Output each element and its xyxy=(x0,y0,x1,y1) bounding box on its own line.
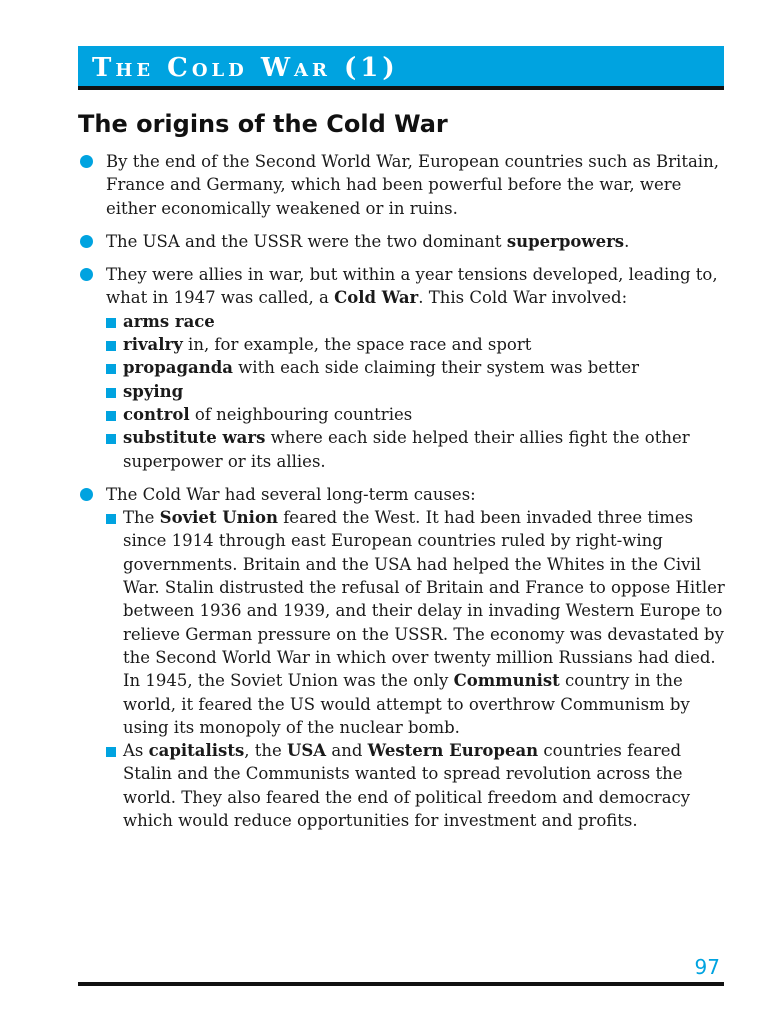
sub-item xyxy=(106,506,728,739)
bullet-text: By the end of the Second World War, European countries such as Britain, France and Germany, which had been powerful before the war, were either economically weakened or in ruins. xyxy=(106,152,719,218)
footer-rule xyxy=(78,982,724,986)
square-bullet-icon xyxy=(106,364,116,374)
sub-item-text: feared the West. It had been invaded three times since 1914 through east European countries ruled by right-wing governments. Britain and the USA had helped the Whites in the Civil War. Stalin distrusted the refusal of Britain and France to oppose Hitler between 1936 and 1939, and their delay in invading Western Europe to relieve German pressure on the USSR. The economy was devastated by the Second World War in which over twenty million Russians had died. In 1945, the Soviet Union was the only xyxy=(123,508,725,691)
sub-item-text: in, for example, the space race and sport xyxy=(182,335,532,355)
sub-item xyxy=(106,380,728,403)
sub-item-text: As xyxy=(123,741,149,761)
bold-term: Western European xyxy=(367,741,539,761)
chapter-title: The Cold War (1) xyxy=(92,53,399,83)
sub-item-text: of neighbouring countries xyxy=(189,404,413,424)
sub-item xyxy=(106,739,728,832)
bold-term: substitute wars xyxy=(123,428,266,448)
bullet-text: The USA and the USSR were the two dominant xyxy=(106,231,507,251)
sub-item-text: where each side helped their allies fight the other superpower or its allies. xyxy=(123,428,690,471)
bold-term: rivalry xyxy=(123,335,183,355)
bold-term: control xyxy=(123,404,190,424)
sub-item xyxy=(106,310,728,333)
sub-item xyxy=(106,333,728,356)
bullet-text: . This Cold War involved: xyxy=(418,288,628,308)
sub-item-text: with each side claiming their system was better xyxy=(232,358,639,378)
sub-item xyxy=(106,403,728,426)
bold-term: capitalists xyxy=(148,741,245,761)
header-bar xyxy=(78,46,724,90)
sub-item-text: country in the world, it feared the US would attempt to overthrow Communism by using its monopoly of the nuclear bomb. xyxy=(123,671,690,737)
sub-item-text: , the xyxy=(244,741,287,761)
bullet-dot-icon xyxy=(80,488,93,501)
square-bullet-icon xyxy=(106,434,116,444)
bold-term: arms race xyxy=(123,311,215,331)
square-bullet-icon xyxy=(106,411,116,421)
bold-term: Soviet Union xyxy=(159,508,278,528)
bullet-item xyxy=(78,230,728,253)
bullet-text: They were allies in war, but within a year tensions developed, leading to, what in 1947 was called, a xyxy=(106,265,718,308)
bold-term: spying xyxy=(123,381,184,401)
content-body xyxy=(78,150,728,842)
square-bullet-icon xyxy=(106,747,116,757)
section-heading: The origins of the Cold War xyxy=(78,110,448,138)
bullet-item xyxy=(78,263,728,473)
sub-item-text: and xyxy=(326,741,368,761)
bold-term: superpowers xyxy=(506,231,625,251)
bullet-text: The Cold War had several long-term causes: xyxy=(106,484,476,504)
bullet-dot-icon xyxy=(80,268,93,281)
bold-term: Communist xyxy=(453,671,560,691)
sub-item-text: The xyxy=(123,508,160,528)
sub-item xyxy=(106,426,728,473)
square-bullet-icon xyxy=(106,514,116,524)
bullet-text: . xyxy=(624,231,630,251)
page-number: 97 xyxy=(694,955,720,979)
bullet-dot-icon xyxy=(80,235,93,248)
bold-term: USA xyxy=(287,741,327,761)
bullet-dot-icon xyxy=(80,155,93,168)
square-bullet-icon xyxy=(106,388,116,398)
square-bullet-icon xyxy=(106,318,116,328)
bullet-item xyxy=(78,483,728,832)
square-bullet-icon xyxy=(106,341,116,351)
bullet-item xyxy=(78,150,728,220)
sub-item-text: countries feared Stalin and the Communists wanted to spread revolution across the world. They also feared the end of political freedom and democracy which would reduce opportunities for investment and profits. xyxy=(123,741,691,831)
sub-item xyxy=(106,356,728,379)
bold-term: propaganda xyxy=(123,358,233,378)
bold-term: Cold War xyxy=(334,288,419,308)
